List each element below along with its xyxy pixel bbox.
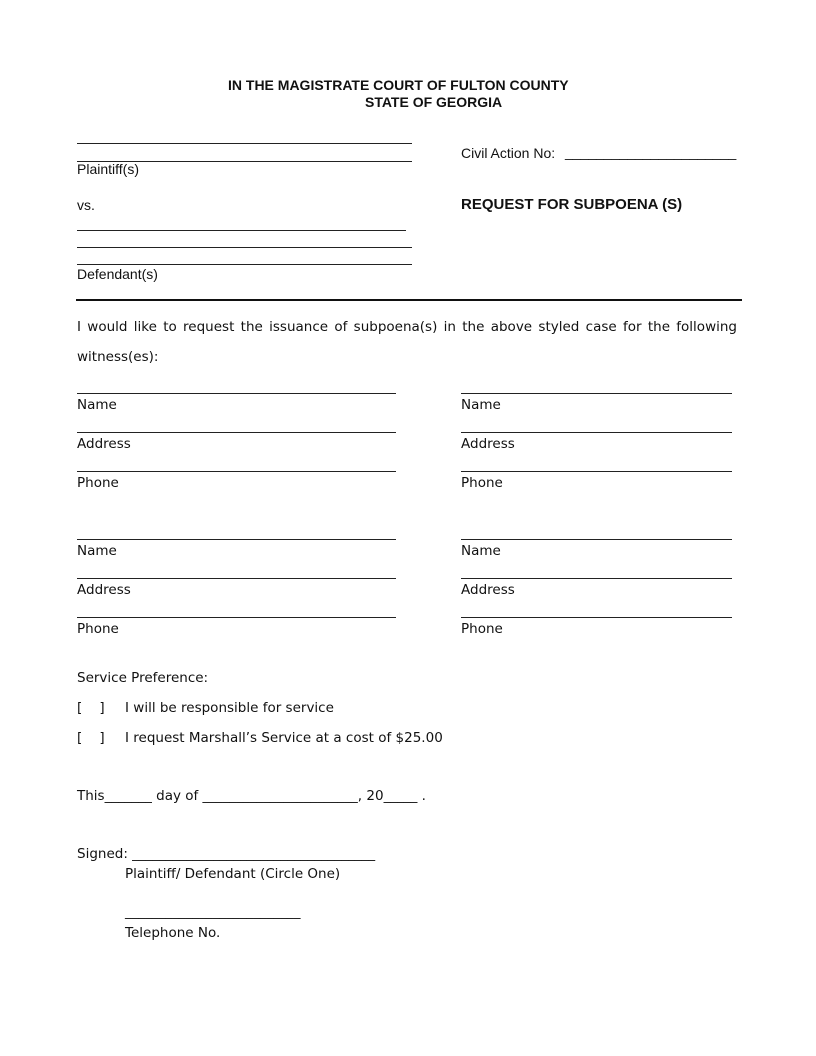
- service-preference-heading: Service Preference:: [77, 670, 209, 686]
- section-divider: [76, 299, 742, 301]
- witness-4-address-label: Address: [461, 582, 515, 598]
- witness-2-address-line[interactable]: [461, 432, 732, 433]
- witness-1-name-line[interactable]: [77, 393, 396, 394]
- witness-3-name-label: Name: [77, 543, 117, 559]
- telephone-blank[interactable]: __________________________: [125, 904, 301, 920]
- defendant-label: Defendant(s): [77, 266, 158, 282]
- witness-1-phone-label: Phone: [77, 475, 119, 491]
- witness-4-phone-line[interactable]: [461, 617, 732, 618]
- witness-4-address-line[interactable]: [461, 578, 732, 579]
- request-paragraph: I would like to request the issuance of subpoena(s) in the above styled case for the following witness(es):: [77, 319, 737, 365]
- witness-2-name-line[interactable]: [461, 393, 732, 394]
- signature-line[interactable]: Signed: ____________________________________: [77, 846, 376, 862]
- witness-3-phone-label: Phone: [77, 621, 119, 637]
- plaintiff-label: Plaintiff(s): [77, 161, 139, 177]
- witness-4-name-label: Name: [461, 543, 501, 559]
- witness-1-name-label: Name: [77, 397, 117, 413]
- service-self-label: I will be responsible for service: [125, 700, 334, 716]
- defendant-line-2[interactable]: [77, 247, 412, 248]
- service-marshall-checkbox[interactable]: [ ]: [77, 730, 105, 746]
- witness-4-name-line[interactable]: [461, 539, 732, 540]
- witness-3-address-label: Address: [77, 582, 131, 598]
- defendant-line-3[interactable]: [77, 264, 412, 265]
- party-circle-label: Plaintiff/ Defendant (Circle One): [125, 866, 341, 882]
- state-title: STATE OF GEORGIA: [365, 94, 503, 110]
- civil-action-blank[interactable]: ______________________: [565, 144, 737, 160]
- witness-3-address-line[interactable]: [77, 578, 396, 579]
- witness-2-phone-label: Phone: [461, 475, 503, 491]
- witness-3-phone-line[interactable]: [77, 617, 396, 618]
- witness-1-address-label: Address: [77, 436, 131, 452]
- plaintiff-line-1[interactable]: [77, 143, 412, 144]
- service-self-checkbox[interactable]: [ ]: [77, 700, 105, 716]
- date-line[interactable]: This_______ day of _______________________, 20_____ .: [77, 788, 426, 804]
- witness-1-phone-line[interactable]: [77, 471, 396, 472]
- service-marshall-label: I request Marshall’s Service at a cost of $25.00: [125, 730, 443, 746]
- defendant-line-1[interactable]: [77, 230, 406, 231]
- witness-3-name-line[interactable]: [77, 539, 396, 540]
- witness-4-phone-label: Phone: [461, 621, 503, 637]
- witness-2-address-label: Address: [461, 436, 515, 452]
- witness-2-phone-line[interactable]: [461, 471, 732, 472]
- form-title: REQUEST FOR SUBPOENA (S): [461, 196, 683, 213]
- civil-action-label: Civil Action No:: [461, 145, 556, 161]
- court-title: IN THE MAGISTRATE COURT OF FULTON COUNTY: [228, 77, 569, 93]
- witness-2-name-label: Name: [461, 397, 501, 413]
- telephone-label: Telephone No.: [125, 925, 221, 941]
- vs-label: vs.: [77, 197, 95, 213]
- witness-1-address-line[interactable]: [77, 432, 396, 433]
